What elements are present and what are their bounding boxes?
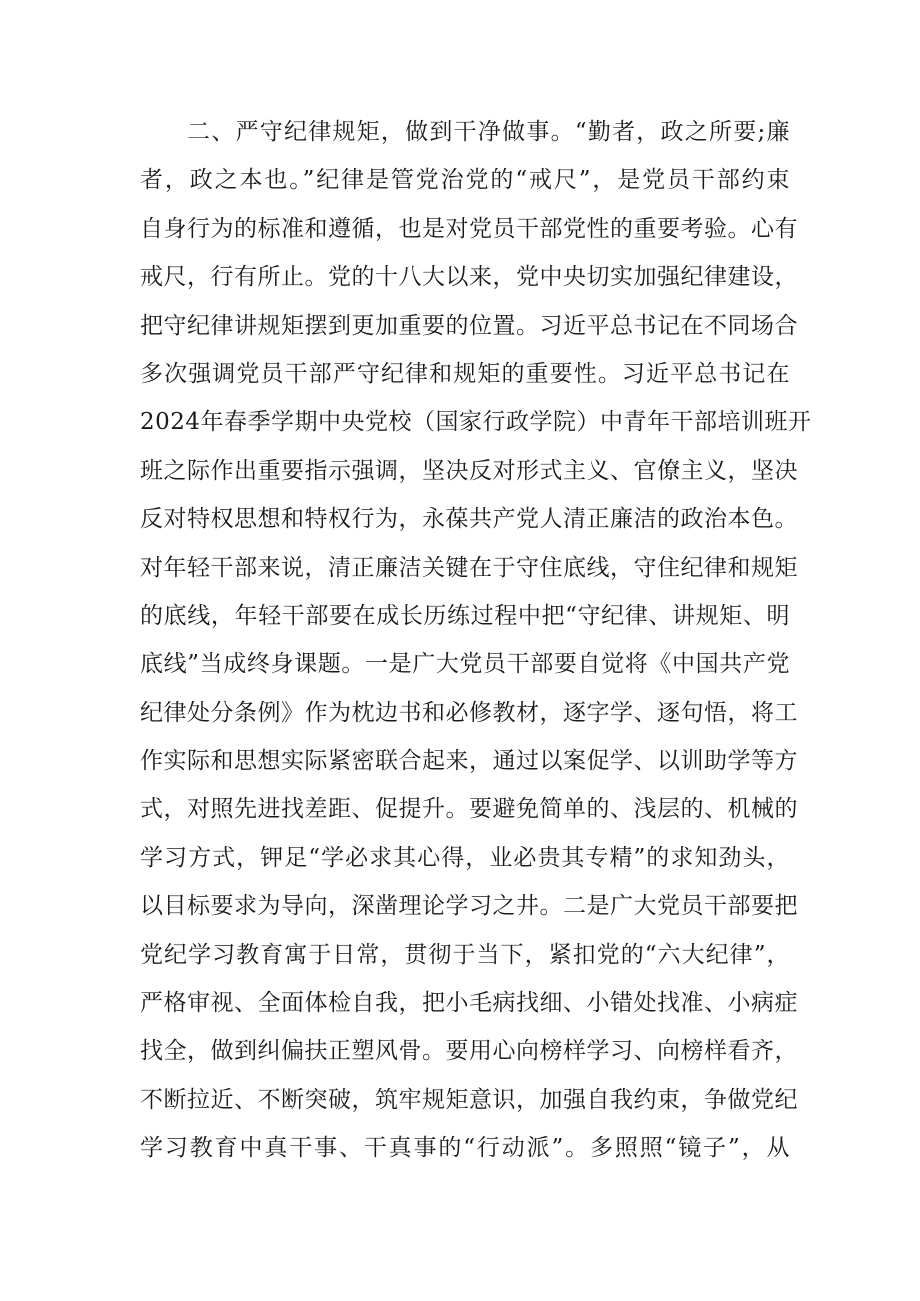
text-line: 底线”当成终身课题。一是广大党员干部要自觉将《中国共产党 — [140, 651, 790, 678]
text-line: 戒尺，行有所止。党的十八大以来，党中央切实加强纪律建设， — [140, 264, 798, 291]
text-line: 反对特权思想和特权行为，永葆共产党人清正廉洁的政治本色。 — [140, 506, 798, 533]
text-line: 自身行为的标准和遵循，也是对党员干部党性的重要考验。心有 — [140, 215, 798, 242]
text-line: 式，对照先进找差距、促提升。要避免简单的、浅层的、机械的 — [140, 796, 798, 823]
text-line: 班之际作出重要指示强调，坚决反对形式主义、官僚主义，坚决 — [140, 457, 798, 484]
text-line: 不断拉近、不断突破，筑牢规矩意识，加强自我约束，争做党纪 — [140, 1086, 798, 1113]
body-paragraph — [140, 108, 812, 1173]
text-line: 学习方式，钾足“学必求其心得，业必贵其专精”的求知劲头， — [140, 844, 790, 871]
text-line: 多次强调党员干部严守纪律和规矩的重要性。习近平总书记在 — [140, 360, 790, 387]
text-line: 的底线，年轻干部要在成长历练过程中把“守纪律、讲规矩、明 — [140, 602, 790, 629]
text-line: 纪律处分条例》作为枕边书和必修教材，逐字学、逐句悟，将工 — [140, 699, 798, 726]
text-line: 学习教育中真干事、干真事的“行动派”。多照照“镜子”，从 — [140, 1135, 790, 1162]
text-line: 严格审视、全面体检自我，把小毛病找细、小错处找准、小病症 — [140, 990, 798, 1017]
text-line: 以目标要求为导向，深凿理论学习之井。二是广大党员干部要把 — [140, 893, 798, 920]
text-line: 作实际和思想实际紧密联合起来，通过以案促学、以训助学等方 — [140, 748, 798, 775]
text-line: 二、严守纪律规矩，做到干净做事。“勤者，政之所要;廉 — [187, 119, 790, 145]
text-line: 者，政之本也。”纪律是管党治党的“戒尺”，是党员干部约束 — [140, 167, 790, 194]
text-line: 对年轻干部来说，清正廉洁关键在于守住底线，守住纪律和规矩 — [140, 554, 798, 581]
text-line: 2024年春季学期中央党校（国家行政学院）中青年干部培训班开 — [140, 409, 812, 436]
text-line: 党纪学习教育寓于日常，贯彻于当下，紧扣党的“六大纪律”， — [140, 941, 790, 968]
text-line: 把守纪律讲规矩摆到更加重要的位置。习近平总书记在不同场合 — [140, 312, 798, 339]
text-line: 找全，做到纠偏扶正塑风骨。要用心向榜样学习、向榜样看齐， — [140, 1038, 798, 1065]
